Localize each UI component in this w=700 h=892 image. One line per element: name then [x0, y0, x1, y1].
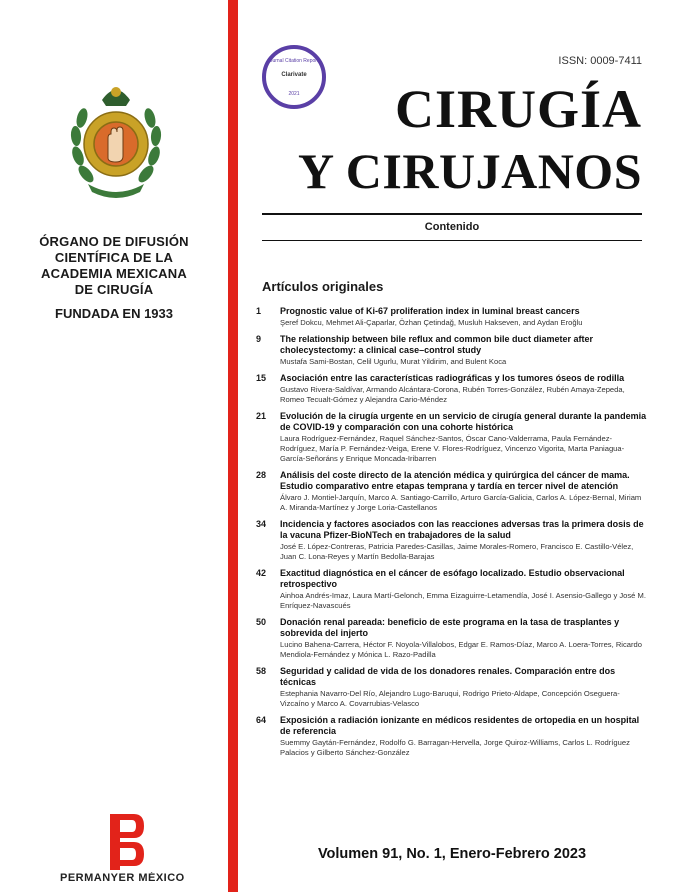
article-title[interactable]: Donación renal pareada: beneficio de este programa en la tasa de trasplantes y sobrevida del injerto	[280, 617, 620, 638]
badge-bottom-text: 2021	[288, 91, 300, 97]
article-item[interactable]	[256, 568, 648, 611]
organ-statement	[14, 234, 214, 298]
article-item[interactable]	[256, 715, 648, 758]
article-title[interactable]: Exposición a radiación ionizante en médicos residentes de ortopedia en un hospital de referencia	[280, 715, 640, 736]
article-body	[280, 568, 648, 611]
article-authors: Álvaro J. Montiel-Jarquín, Marco A. Santiago-Carrillo, Arturo García-Galicia, Carlos A. López-Bernal, Miriam A. Miranda-Martínez y Jorge Loria-Castellanos	[280, 493, 642, 512]
article-item[interactable]	[256, 334, 648, 367]
article-page-number: 58	[256, 666, 267, 676]
article-page-number: 9	[256, 334, 262, 344]
article-authors: Ainhoa Andrés-Imaz, Laura Martí-Gelonch, Emma Eizaguirre-Letamendía, José I. Asensio-Gallego y José M. Enríquez-Navascués	[280, 591, 646, 610]
article-item[interactable]	[256, 519, 648, 562]
issn: ISSN: 0009-7411	[558, 55, 642, 67]
article-page-number: 21	[256, 411, 267, 421]
journal-title-line1: CIRUGÍA	[394, 79, 642, 139]
clarivate-badge	[262, 45, 326, 109]
article-page-number: 1	[256, 306, 262, 316]
academy-emblem-icon	[68, 76, 164, 206]
article-authors: Estephania Navarro-Del Río, Alejandro Lugo-Baruqui, Rodrigo Prieto-Aldape, Concepción Oseguera-Vizcaíno y Marco A. Covarrubias-Velasco	[280, 689, 620, 708]
publisher-logo-icon	[104, 812, 148, 872]
article-title[interactable]: Prognostic value of Ki-67 proliferation index in luminal breast cancers	[280, 306, 580, 316]
article-title[interactable]: Seguridad y calidad de vida de los donadores renales. Comparación entre dos técnicas	[280, 666, 616, 687]
article-page-number: 15	[256, 373, 267, 383]
article-authors: Suemmy Gaytán-Fernández, Rodolfo G. Barragan-Hervella, Jorge Quiroz-Williams, Carlos L. Rodríguez Palacios y Gilberto Sánchez-González	[280, 738, 630, 757]
article-page-number: 34	[256, 519, 267, 529]
article-body	[280, 519, 648, 562]
article-page-number: 50	[256, 617, 267, 627]
article-authors: Gustavo Rivera-Saldívar, Armando Alcántara-Corona, Rubén Torres-González, Rubén Amaya-Zepeda, Romeo Tecualt-Gómez y Alejandra Cario-Méndez	[280, 385, 625, 404]
organ-line: CIENTÍFICA DE LA	[54, 250, 174, 265]
organ-line: DE CIRUGÍA	[74, 282, 154, 297]
article-title[interactable]: Incidencia y factores asociados con las reacciones adversas tras la primera dosis de la vacuna Pfizer-BioNTech en trabajadores de la salud	[280, 519, 644, 540]
article-body	[280, 334, 648, 367]
article-page-number: 28	[256, 470, 267, 480]
article-authors: Şeref Dokcu, Mehmet Ali-Çaparlar, Özhan Çetindağ, Musluh Hakseven, and Aydan Eroğlu	[280, 318, 583, 327]
publisher-name: PERMANYER MÉXICO	[60, 872, 185, 884]
red-divider-bar	[228, 0, 238, 892]
article-body	[280, 617, 648, 660]
article-page-number: 42	[256, 568, 267, 578]
article-body	[280, 470, 648, 513]
article-item[interactable]	[256, 617, 648, 660]
journal-title-line2: Y CIRUJANOS	[298, 143, 642, 199]
article-title[interactable]: Evolución de la cirugía urgente en un servicio de cirugía general durante la pandemia de COVID-19 y comparación con una cohorte histórica	[280, 411, 647, 432]
founded-year: FUNDADA EN 1933	[55, 306, 173, 321]
article-authors: Lucino Bahena-Carrera, Héctor F. Noyola-Villalobos, Edgar E. Ramos-Díaz, Marco A. Loera-Torres, Ricardo Mendiola-Fernández y Mónica L. Razo-Padilla	[280, 640, 642, 659]
section-heading: Artículos originales	[262, 279, 384, 294]
article-item[interactable]	[256, 306, 648, 328]
article-item[interactable]	[256, 666, 648, 709]
divider-bottom	[262, 240, 642, 241]
article-title[interactable]: Análisis del coste directo de la atención médica y quirúrgica del cáncer de mama. Estudio comparativo entre etapas temprana y tardía en tercer nivel de atención	[280, 470, 630, 491]
article-authors: José E. López-Contreras, Patricia Paredes-Casillas, Jaime Morales-Romero, Francisco E. Castillo-Vélez, Juan C. Lona-Reyes y Martín Bedolla-Barajas	[280, 542, 634, 561]
badge-top-text: Journal Citation Reports	[267, 58, 321, 64]
article-authors: Mustafa Sami-Bostan, Celil Ugurlu, Murat Yildirim, and Bulent Koca	[280, 357, 507, 366]
volume-info: Volumen 91, No. 1, Enero-Febrero 2023	[317, 846, 587, 862]
article-page-number: 64	[256, 715, 267, 725]
article-body	[280, 373, 648, 405]
article-body	[280, 411, 648, 464]
left-column	[0, 0, 228, 892]
organ-line: ÓRGANO DE DIFUSIÓN	[39, 234, 189, 249]
article-authors: Laura Rodríguez-Fernández, Raquel Sánchez-Santos, Óscar Cano-Valderrama, Paula Fernández-Rodríguez, María P. Fernández-Veiga, Erene V. Flores-Rodríguez, Vincenzo Vigorita, Marta Paniagua-García-Señoráns y Enrique Moncada-Iribarren	[280, 434, 625, 463]
contents-label: Contenido	[424, 221, 480, 233]
article-item[interactable]	[256, 411, 648, 464]
article-title[interactable]: Exactitud diagnóstica en el cáncer de esófago localizado. Estudio observacional retrospectivo	[280, 568, 625, 589]
article-list	[256, 306, 648, 764]
badge-middle-text: Clarivate	[281, 72, 307, 78]
article-title[interactable]: Asociación entre las características radiográficas y los tumores óseos de rodilla	[280, 373, 625, 383]
article-item[interactable]	[256, 373, 648, 405]
article-body	[280, 666, 648, 709]
organ-line: ACADEMIA MEXICANA	[41, 266, 187, 281]
article-body	[280, 306, 648, 328]
divider-top	[262, 213, 642, 215]
article-item[interactable]	[256, 470, 648, 513]
article-title[interactable]: The relationship between bile reflux and common bile duct diameter after cholecystectomy: a clinical case–control study	[280, 334, 594, 355]
article-body	[280, 715, 648, 758]
